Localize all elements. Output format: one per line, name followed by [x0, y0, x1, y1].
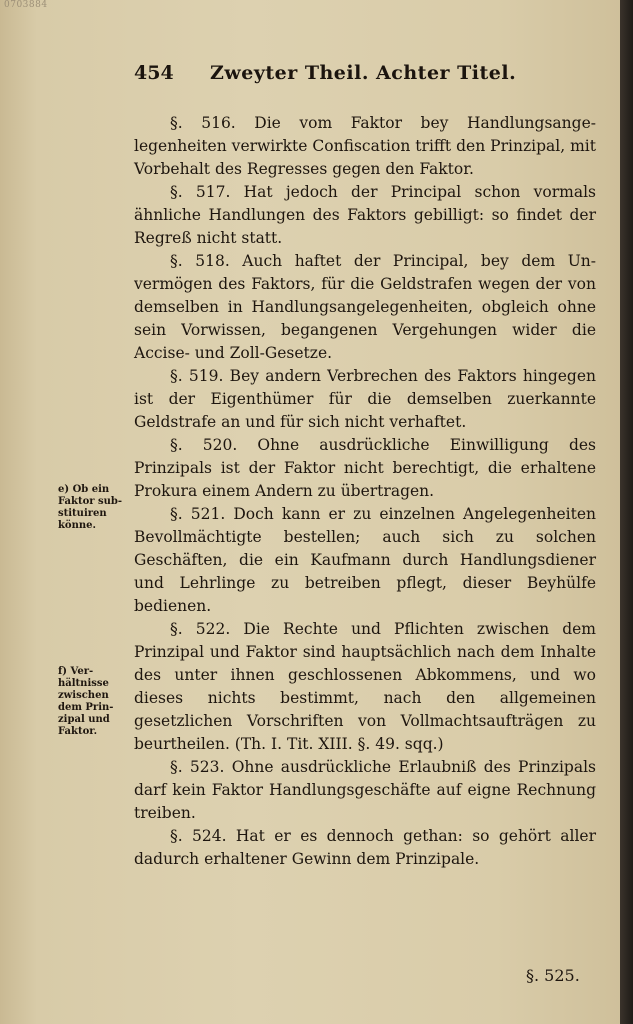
paragraph-520: §. 520. Ohne ausdrückliche Einwilligung des Prinzipals ist der Faktor nicht berechtigt, die erhaltene Prokura einem Andern zu übertragen.: [134, 436, 596, 500]
running-head: Zweyter Theil. Achter Titel.: [210, 62, 517, 84]
paragraph-519: §. 519. Bey andern Verbrechen des Faktors hingegen ist der Eigenthümer für die demselben zuerkannte Geldstrafe an und für sich nicht verhaftet.: [134, 367, 596, 431]
page-header: [134, 60, 604, 92]
paragraph-516: §. 516. Die vom Faktor bey Handlungsangelegenheiten verwirkte Confiscation trifft den Prinzipal, mit Vorbehalt des Regresses gegen den Faktor.: [134, 114, 596, 178]
paragraph-521: §. 521. Doch kann er zu einzelnen Angelegenheiten Bevollmächtigte bestellen; auch sich zu solchen Geschäften, die ein Kaufmann durch Handlungsdiener und Lehrlinge zu betreiben pflegt, dieser Beyhülfe bedienen.: [134, 505, 596, 615]
paragraph-518: §. 518. Auch haftet der Principal, bey dem Unvermögen des Faktors, für die Geldstrafen wegen der von demselben in Handlungsangelegenheiten, obgleich ohne sein Vorwissen, begangenen Vergehungen wider die Accise- und Zoll-Gesetze.: [134, 252, 596, 362]
paragraph-523: §. 523. Ohne ausdrückliche Erlaubniß des Prinzipals darf kein Faktor Handlungsgeschäfte auf eigne Rechnung treiben.: [134, 758, 596, 822]
page-number: 454: [134, 62, 174, 84]
paragraph-522: §. 522. Die Rechte und Pflichten zwischen dem Prinzipal und Faktor sind hauptsächlich nach dem Inhalte des unter ihnen geschlossenen Abkommens, und wo dieses nichts bestimmt, nach den allgemeinen gesetzlichen Vorschriften von Vollmachtsaufträgen zu beurtheilen. (Th. I. Tit. XIII. §. 49. sqq.): [134, 620, 596, 753]
margin-note-f: f) Verhältnisse zwischen dem Prinzipal und Faktor.: [58, 666, 114, 737]
page-edge: [620, 0, 633, 1024]
catchword: §. 525.: [526, 966, 580, 985]
margin-note-e: e) Ob ein Faktor substituiren könne.: [58, 484, 123, 531]
body-text: [134, 112, 596, 871]
paragraph-517: §. 517. Hat jedoch der Principal schon vormals ähnliche Handlungen des Faktors gebilligt: so findet der Regreß nicht statt.: [134, 183, 596, 247]
paragraph-524: §. 524. Hat er es dennoch gethan: so gehört aller dadurch erhaltener Gewinn dem Prinzipale.: [134, 827, 596, 868]
shelfmark: 0703884: [4, 0, 48, 10]
